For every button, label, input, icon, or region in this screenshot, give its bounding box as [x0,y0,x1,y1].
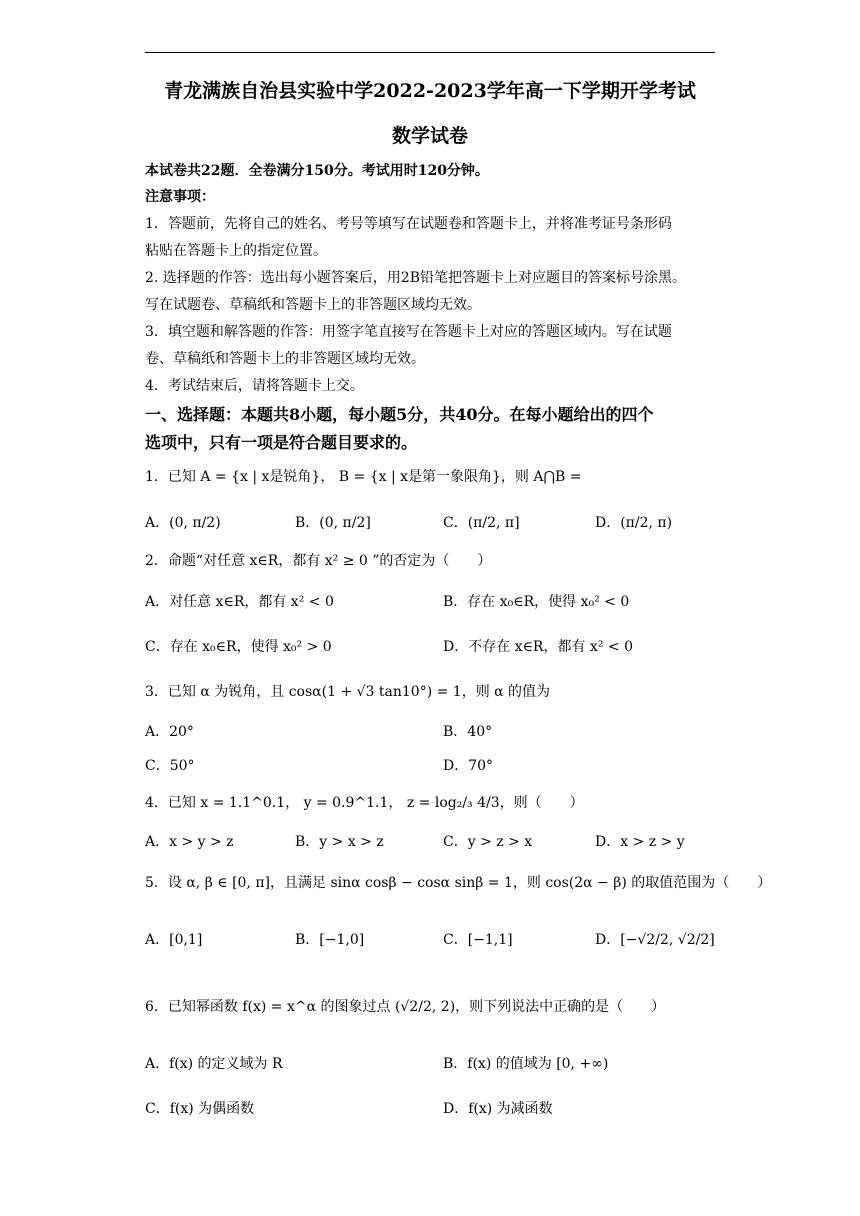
notice-line: 粘贴在答题卡上的指定位置。 [145,243,327,259]
notice-line: 2. 选择题的作答：选出每小题答案后，用2B铅笔把答题卡上对应题目的答案标号涂黑。 [145,270,687,286]
exam-subtitle: 数学试卷 [391,125,468,147]
exam-summary: 本试卷共22题．全卷满分150分。考试用时120分钟。 [145,163,489,179]
question-stem: 4．已知 x = 1.1^0.1， y = 0.9^1.1， z = log₂/₃ 4/3，则（ ） [145,795,584,811]
section-heading: 选项中，只有一项是符合题目要求的。 [145,433,418,452]
notice-heading: 注意事项： [145,189,215,205]
option-a: A．(0, π/2) [145,515,221,531]
option-b: B．40° [443,724,493,740]
option-b: B．y > x > z [295,834,384,850]
option-d: D．x > z > y [595,834,685,850]
option-a: A．[0,1] [145,932,203,948]
option-c: C．(π/2, π] [443,515,520,531]
option-a: A．20° [145,724,194,740]
option-a: A．f(x) 的定义域为 R [145,1056,283,1072]
option-d: D．不存在 x∈R，都有 x² < 0 [443,639,633,655]
section-heading: 一、选择题：本题共8小题，每小题5分，共40分。在每小题给出的四个 [145,405,654,424]
option-b: B．(0, π/2] [295,515,371,531]
option-d: D．f(x) 为减函数 [443,1101,553,1117]
option-c: C．[−1,1] [443,932,513,948]
option-c: C．f(x) 为偶函数 [145,1101,255,1117]
option-d: D．70° [443,758,494,774]
notice-line: 3．填空题和解答题的作答：用签字笔直接写在答题卡上对应的答题区域内。写在试题 [145,324,672,340]
option-c: C．y > z > x [443,834,533,850]
notice-line: 写在试题卷、草稿纸和答题卡上的非答题区域均无效。 [145,297,481,313]
notice-line: 1．答题前，先将自己的姓名、考号等填写在试题卷和答题卡上，并将准考证号条形码 [145,216,672,232]
question-stem: 6．已知幂函数 f(x) = x^α 的图象过点 (√2/2, 2)，则下列说法中正确的是（ ） [145,999,666,1015]
option-b: B．[−1,0] [295,932,365,948]
notice-line: 4．考试结束后，请将答题卡上交。 [145,378,364,394]
option-a: A．对任意 x∈R，都有 x² < 0 [145,594,334,610]
option-b: B．f(x) 的值域为 [0, +∞) [443,1056,609,1072]
option-a: A．x > y > z [145,834,234,850]
exam-title: 青龙满族自治县实验中学2022-2023学年高一下学期开学考试 [164,80,696,102]
option-c: C．50° [145,758,195,774]
option-d: D．[−√2/2, √2/2] [595,932,715,948]
notice-line: 卷、草稿纸和答题卡上的非答题区域均无效。 [145,351,425,367]
question-stem: 1．已知 A = {x | x是锐角}， B = {x | x是第一象限角}，则 A⋂B = [145,469,582,485]
option-b: B．存在 x₀∈R，使得 x₀² < 0 [443,594,630,610]
question-stem: 3．已知 α 为锐角，且 cosα(1 + √3 tan10°) = 1，则 α 的值为 [145,684,551,700]
option-c: C．存在 x₀∈R，使得 x₀² > 0 [145,639,332,655]
option-d: D．(π/2, π) [595,515,673,531]
question-stem: 5．设 α, β ∈ [0, π]，且满足 sinα cosβ − cosα sinβ = 1，则 cos(2α − β) 的取值范围为（ ） [145,875,772,891]
header-rule [145,52,715,53]
question-stem: 2．命题“对任意 x∈R，都有 x² ≥ 0 ”的否定为（ ） [145,553,492,569]
